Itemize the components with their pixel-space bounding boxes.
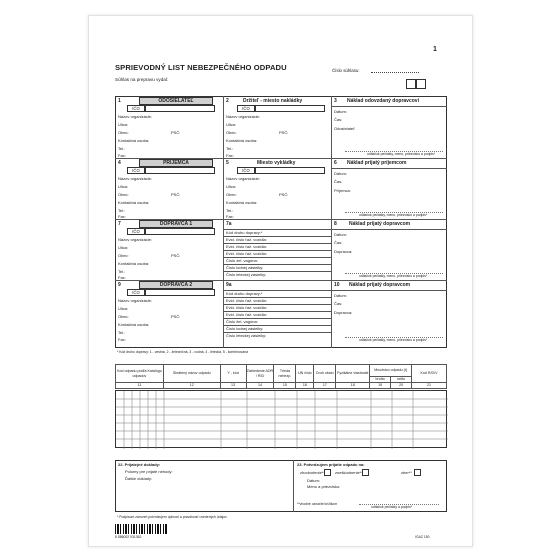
section-9-ico-field[interactable]: [145, 289, 215, 296]
col-num-18: 18: [336, 383, 370, 389]
section-5-ico-field[interactable]: [255, 167, 325, 174]
col-num-12: 12: [163, 383, 220, 389]
barcode-text: 8 586002 031362: [115, 535, 142, 539]
s2-contact-label: Kontaktná osoba:: [226, 138, 258, 143]
s7-org-name-label: Názov organizácie:: [118, 237, 153, 242]
s7a-ship: Číslo lodnej zásielky:: [226, 265, 264, 270]
section-2-number: 2: [226, 98, 229, 104]
section-4-title: PRÍJEMCA: [139, 159, 213, 167]
page-number: 1: [433, 46, 437, 53]
section-9-number: 9: [118, 282, 121, 288]
s9a-wagon: Číslo žel. vagóna:: [226, 319, 258, 324]
s5-city-label: Obec:: [226, 192, 237, 197]
s4-org-name-label: Názov organizácie:: [118, 176, 153, 181]
s7-city-label: Obec:: [118, 253, 129, 258]
section-2-ico-label: IČO: [237, 105, 255, 112]
s10-time-label: Čas:: [334, 301, 343, 306]
th-brutto: brutto: [370, 377, 391, 383]
transport-code-note: * Kód druhu dopravy: 1 - cestná, 2 - železničná, 3 - vodná, 4 - letecká, 5 - kombinovaná: [117, 350, 248, 354]
s3-signature-note: odtlačok pečiatky, meno, priezvisko a podpis*: [367, 152, 436, 156]
section-1-ico-field[interactable]: [145, 105, 215, 112]
col-num-19: 19: [370, 383, 391, 389]
s2-tel-label: Tel.:: [226, 146, 234, 151]
s10-signature-note: odtlačok pečiatky, meno, priezvisko a podpis*: [359, 338, 428, 342]
s7-street-label: Ulica:: [118, 245, 129, 250]
s10-carrier-label: Dopravca:: [334, 310, 353, 315]
col-num-13: 13: [220, 383, 246, 389]
s3-time-label: Čas:: [334, 117, 343, 122]
section-8-title: Náklad prijatý dopravcom: [349, 221, 411, 227]
s7-tel-label: Tel.:: [118, 269, 126, 274]
section-6-number: 6: [334, 160, 337, 166]
th-rdv-code: Kód R/D/V: [412, 365, 447, 383]
section-10-number: 10: [334, 282, 340, 288]
s7a-plate-1: Evid. číslo ťaž. vozidla:: [226, 237, 267, 242]
s7a-air: Číslo leteckej zásielky:: [226, 272, 267, 277]
section-2-ico-field[interactable]: [255, 105, 325, 112]
section-7a-number: 7a: [226, 221, 232, 227]
s6-receiver-label: Príjemca:: [334, 188, 351, 193]
section-3-title: Náklad odovzdaný dopravcovi: [347, 98, 419, 104]
barcode: [115, 524, 167, 534]
s8-date-label: Dátum:: [334, 232, 347, 237]
consent-checkbox-2[interactable]: [416, 79, 426, 89]
waste-table-body[interactable]: [115, 390, 447, 448]
section-10-title: Náklad prijatý dopravcom: [349, 282, 411, 288]
s9a-air: Číslo leteckej zásielky:: [226, 333, 267, 338]
s1-contact-label: Kontaktná osoba:: [118, 138, 150, 143]
s9a-transport-code: Kód druhu dopravy:*: [226, 291, 263, 296]
section-3-number: 3: [334, 98, 337, 104]
s23-checkbox-collection[interactable]: [414, 469, 421, 476]
consent-number-line: [371, 72, 419, 73]
s7a-wagon: Číslo žel. vagóna:: [226, 258, 258, 263]
s1-psc-label: PSČ:: [171, 130, 181, 135]
section-1-number: 1: [118, 98, 121, 104]
form-title: SPRIEVODNÝ LIST NEBEZPEČNÉHO ODPADU: [115, 63, 287, 72]
section-9-title: DOPRAVCA 2: [139, 281, 213, 289]
s2-org-name-label: Názov organizácie:: [226, 114, 261, 119]
col-num-14: 14: [246, 383, 274, 389]
s10-date-label: Dátum:: [334, 293, 347, 298]
s1-tel-label: Tel.:: [118, 146, 126, 151]
s6-header-line: [331, 168, 447, 169]
th-hazard-class: Trieda nebezp.: [274, 365, 296, 383]
s5-org-name-label: Názov organizácie:: [226, 176, 261, 181]
bottom-divider: [293, 460, 294, 512]
s23-date-label: Dátum:: [307, 478, 320, 483]
waste-table: [115, 364, 447, 389]
s9-tel-label: Tel.:: [118, 330, 126, 335]
col-num-16: 16: [296, 383, 314, 389]
s8-time-label: Čas:: [334, 240, 343, 245]
section-9a-number: 9a: [226, 282, 232, 288]
s4-street-label: Ulica:: [118, 184, 129, 189]
s23-option-disposal: zneškodnenie**: [335, 470, 363, 475]
waste-table-rows: [116, 391, 448, 449]
s22-line-1: Polomy pre prijaté nehody:: [125, 469, 173, 474]
s3-sender-label: Odosielateľ:: [334, 126, 356, 131]
s2-fax-label: Fax:: [226, 153, 234, 158]
section-7-number: 7: [118, 221, 121, 227]
th-y-code: Y - kód: [220, 365, 246, 383]
th-short-name: Skrátený názov odpadu: [163, 365, 220, 383]
s2-street-label: Ulica:: [226, 122, 237, 127]
section-4-ico-field[interactable]: [145, 167, 215, 174]
s9-city-label: Obec:: [118, 314, 129, 319]
s22-line-2: Ďalšie doklady:: [125, 476, 153, 481]
col-num-11: 11: [116, 383, 164, 389]
s9-street-label: Ulica:: [118, 306, 129, 311]
section-1-title: ODOSIELATEĽ: [139, 97, 213, 105]
s9-contact-label: Kontaktná osoba:: [118, 322, 150, 327]
s2-psc-label: PSČ:: [279, 130, 289, 135]
s6-time-label: Čas:: [334, 179, 343, 184]
s9a-plate-2: Evid. číslo ťaž. vozidla:: [226, 305, 267, 310]
s23-option-collection: zber**: [401, 470, 412, 475]
s10-header-line: [331, 290, 447, 291]
section-7-ico-field[interactable]: [145, 228, 215, 235]
col-divider-2: [331, 96, 332, 348]
s1-street-label: Ulica:: [118, 122, 129, 127]
s23-title: 23. Potvrdzujem prijatie odpadu na:: [297, 462, 365, 467]
s5-tel-label: Tel.:: [226, 208, 234, 213]
s23-checkbox-disposal[interactable]: [362, 469, 369, 476]
section-5-ico-label: IČO: [237, 167, 255, 174]
col-num-17: 17: [314, 383, 336, 389]
s9-org-name-label: Názov organizácie:: [118, 298, 153, 303]
s2-city-label: Obec:: [226, 130, 237, 135]
section-8-number: 8: [334, 221, 337, 227]
s22-title: 22. Prijatejné doklady:: [118, 462, 161, 467]
s7-contact-label: Kontaktná osoba:: [118, 261, 150, 266]
col-num-15: 15: [274, 383, 296, 389]
s8-signature-note: odtlačok pečiatky, meno, priezvisko a podpis*: [359, 274, 428, 278]
section-4-number: 4: [118, 160, 121, 166]
s23-checkbox-recovery[interactable]: [324, 469, 331, 476]
s5-street-label: Ulica:: [226, 184, 237, 189]
section-7-title: DOPRAVCA 1: [139, 220, 213, 228]
section-1-ico-label: IČO: [127, 105, 145, 112]
section-4-ico-label: IČO: [127, 167, 145, 174]
s9a-ship: Číslo lodnej zásielky:: [226, 326, 264, 331]
s3-date-label: Dátum:: [334, 109, 347, 114]
s7-psc-label: PSČ:: [171, 253, 181, 258]
th-netto: netto: [391, 377, 412, 383]
s6-date-label: Dátum:: [334, 171, 347, 176]
s23-name-label: Meno a priezvisko:: [307, 484, 341, 489]
th-un-number: UN číslo: [296, 365, 314, 383]
s23-stamp-note: odtlačok pečiatky a podpis*: [371, 505, 413, 509]
s4-fax-label: Fax:: [118, 214, 126, 219]
col-num-20: 20: [391, 383, 412, 389]
s1-city-label: Obec:: [118, 130, 129, 135]
section-6-title: Náklad prijatý príjemcom: [347, 160, 407, 166]
s9-fax-label: Fax:: [118, 337, 126, 342]
s5-contact-label: Kontaktná osoba:: [226, 200, 258, 205]
form-code: IGAZ 150: [415, 535, 430, 539]
s4-city-label: Obec:: [118, 192, 129, 197]
section-5-title: Miesto vykládky: [257, 160, 296, 166]
s3-header-line: [331, 106, 447, 107]
s6-signature-note: odtlačok pečiatky, meno, priezvisko a podpis*: [359, 213, 428, 217]
s9-psc-label: PSČ:: [171, 314, 181, 319]
s9a-plate-1: Evid. číslo ťaž. vozidla:: [226, 298, 267, 303]
s7a-transport-code: Kód druhu dopravy:*: [226, 230, 263, 235]
th-physical: Fyzikálne vlastnosti: [336, 365, 370, 383]
s4-psc-label: PSČ:: [171, 192, 181, 197]
th-adr-rid: Zatriedenie ADR / RID: [246, 365, 274, 383]
s7a-plate-2: Evid. číslo ťaž. vozidla:: [226, 244, 267, 249]
s8-carrier-label: Dopravca:: [334, 249, 353, 254]
s23-option-recovery: zhodnotenie**: [300, 470, 325, 475]
col-num-21: 21: [412, 383, 447, 389]
s7-fax-label: Fax:: [118, 275, 126, 280]
consent-number-label: Číslo súhlasu:: [332, 68, 360, 73]
s8-header-line: [331, 229, 447, 230]
th-packaging: Druh obalu: [314, 365, 336, 383]
s4-tel-label: Tel.:: [118, 208, 126, 213]
section-5-number: 5: [226, 160, 229, 166]
s1-org-name-label: Názov organizácie:: [118, 114, 153, 119]
signature-footnote: * Podpisom zároveň potvrdzujem úplnosť a pravdivosť uvedených údajov: [117, 515, 227, 519]
s9a-plate-3: Evid. číslo ťaž. vozidla:: [226, 312, 267, 317]
consent-label: Súhlas na prepravu vydal:: [115, 77, 169, 82]
s7a-plate-3: Evid. číslo ťaž. vozidla:: [226, 251, 267, 256]
s1-fax-label: Fax:: [118, 153, 126, 158]
form-sheet: [88, 15, 473, 547]
consent-checkbox-1[interactable]: [406, 79, 416, 89]
s5-psc-label: PSČ:: [279, 192, 289, 197]
th-quantity: Množstvo odpadu (t): [370, 365, 412, 377]
section-9-ico-label: IČO: [127, 289, 145, 296]
s5-fax-label: Fax:: [226, 214, 234, 219]
s4-contact-label: Kontaktná osoba:: [118, 200, 150, 205]
section-2-title: Držiteľ - miesto nakládky: [243, 98, 303, 104]
section-7-ico-label: IČO: [127, 228, 145, 235]
s23-mark-note: **vhodné označte krížikom: [297, 502, 338, 506]
th-waste-code: Kód odpadu podľa Katalógu odpadov: [116, 365, 164, 383]
